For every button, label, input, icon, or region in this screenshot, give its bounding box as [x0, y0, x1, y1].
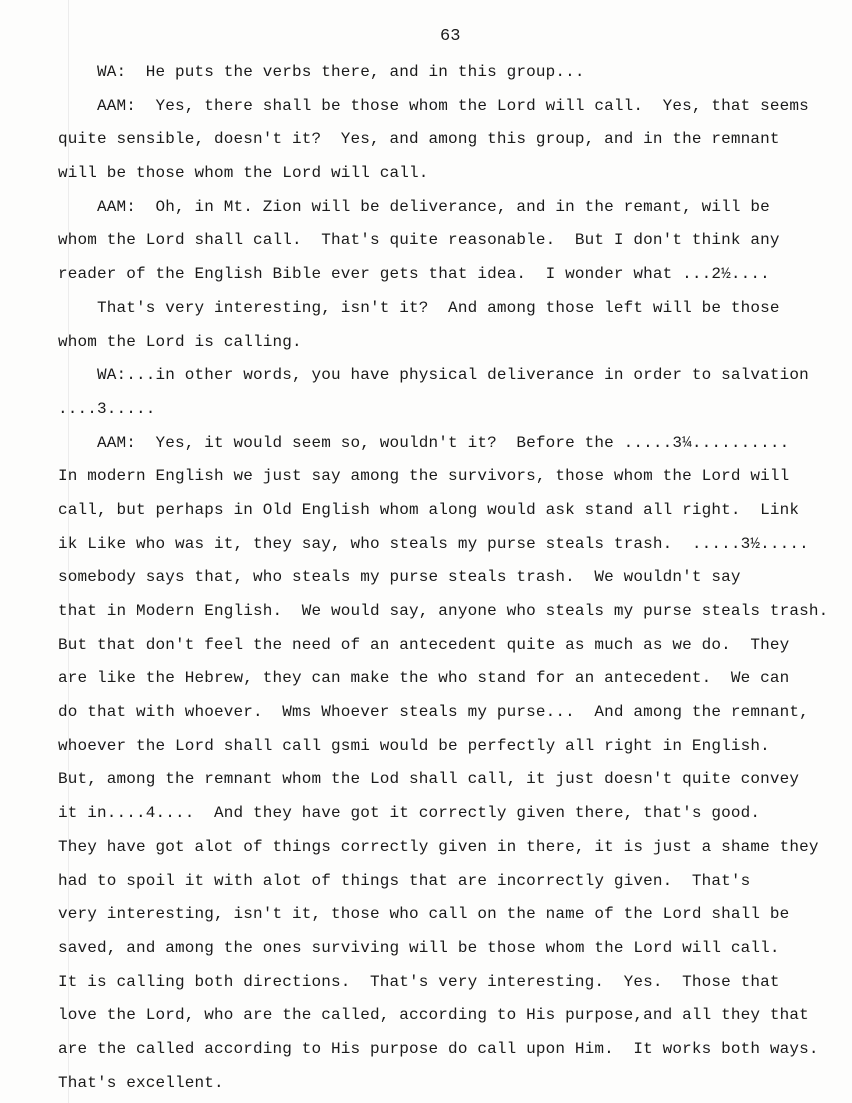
text-line: It is calling both directions. That's very interesting. Yes. Those that — [58, 972, 780, 991]
text-line: will be those whom the Lord will call. — [58, 164, 429, 183]
text-line: AAM: Oh, in Mt. Zion will be deliverance, and in the remant, will be — [58, 197, 770, 216]
text-line: call, but perhaps in Old English whom along would ask stand all right. Link — [58, 500, 800, 519]
text-line: In modern English we just say among the survivors, those whom the Lord will — [58, 467, 790, 486]
text-line: love the Lord, who are the called, according to His purpose,and all they that — [58, 1006, 809, 1025]
text-line: whom the Lord shall call. That's quite reasonable. But I don't think any — [58, 231, 780, 250]
transcript-body — [58, 56, 848, 1100]
text-line: quite sensible, doesn't it? Yes, and among this group, and in the remnant — [58, 130, 780, 149]
text-line: They have got alot of things correctly given in there, it is just a shame they — [58, 837, 819, 856]
text-line: ik Like who was it, they say, who steals my purse steals trash. .....3½..... — [58, 534, 809, 553]
text-line: do that with whoever. Wms Whoever steals my purse... And among the remnant, — [58, 703, 809, 722]
text-line: are like the Hebrew, they can make the who stand for an antecedent. We can — [58, 669, 790, 688]
text-line: are the called according to His purpose do call upon Him. It works both ways. — [58, 1039, 819, 1058]
text-line: had to spoil it with alot of things that are incorrectly given. That's — [58, 871, 751, 890]
text-line: whom the Lord is calling. — [58, 332, 302, 351]
text-line: ....3..... — [58, 399, 156, 418]
text-line: AAM: Yes, there shall be those whom the Lord will call. Yes, that seems — [58, 96, 809, 115]
text-line: it in....4.... And they have got it correctly given there, that's good. — [58, 804, 761, 823]
text-line: That's excellent. — [58, 1073, 224, 1092]
text-line: But, among the remnant whom the Lod shall call, it just doesn't quite convey — [58, 770, 800, 789]
page-number: 63 — [440, 27, 461, 46]
text-line: That's very interesting, isn't it? And among those left will be those — [58, 298, 780, 317]
text-line: WA: He puts the verbs there, and in this group... — [58, 63, 585, 81]
text-line: whoever the Lord shall call gsmi would be perfectly all right in English. — [58, 736, 770, 755]
text-line: saved, and among the ones surviving will be those whom the Lord will call. — [58, 938, 780, 957]
text-line: somebody says that, who steals my purse steals trash. We wouldn't say — [58, 568, 741, 587]
text-line: WA:...in other words, you have physical deliverance in order to salvation — [58, 366, 809, 385]
text-line: very interesting, isn't it, those who call on the name of the Lord shall be — [58, 905, 790, 924]
text-line: But that don't feel the need of an antecedent quite as much as we do. They — [58, 635, 790, 654]
text-line: that in Modern English. We would say, anyone who steals my purse steals trash. — [58, 602, 829, 620]
text-line: AAM: Yes, it would seem so, wouldn't it? Before the .....3¼.......... — [58, 433, 790, 452]
text-line: reader of the English Bible ever gets that idea. I wonder what ...2½.... — [58, 265, 770, 284]
